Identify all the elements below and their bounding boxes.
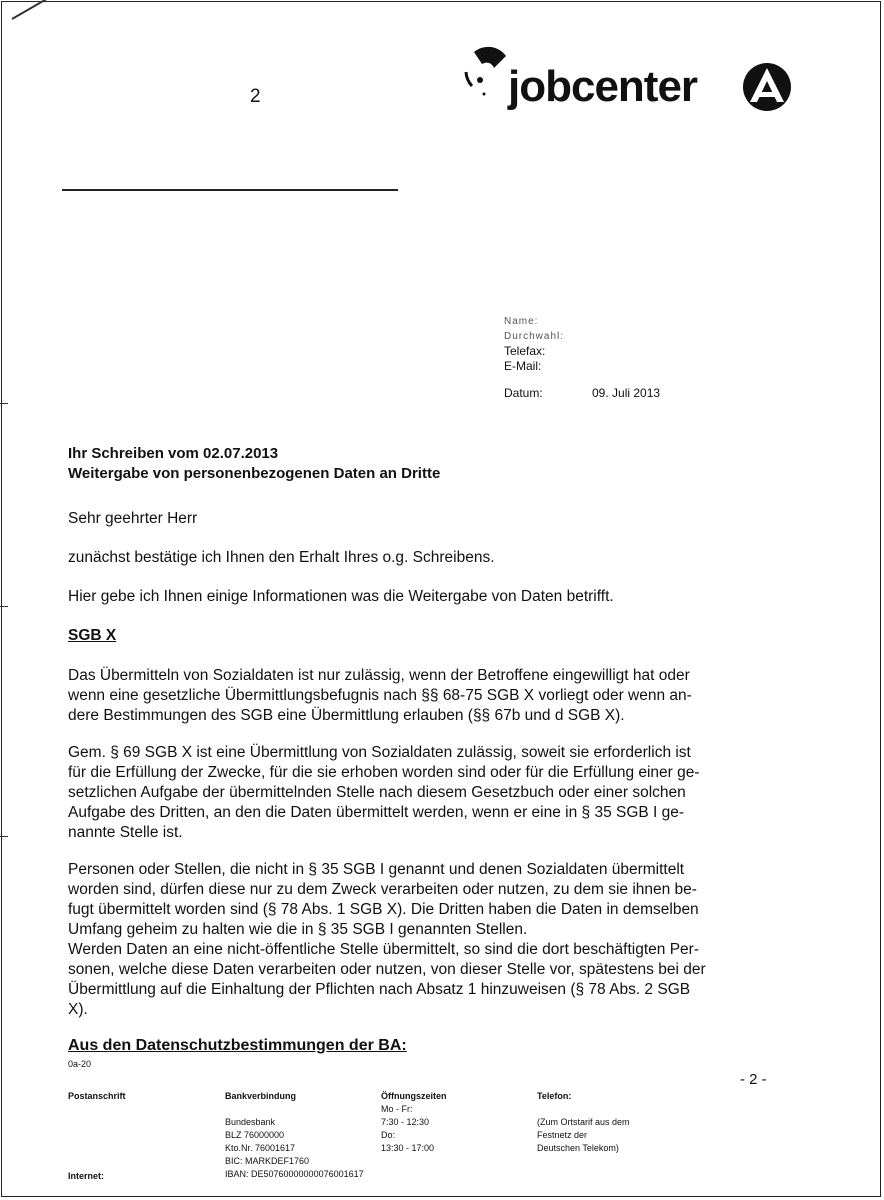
text-line: nannte Stelle ist. [68, 824, 183, 841]
fold-mark [0, 606, 8, 607]
fax-label: Telefax: [504, 344, 546, 358]
bank-line: Kto.Nr. 76001617 [225, 1143, 296, 1153]
bank-line: BLZ 76000000 [225, 1130, 285, 1140]
text-line: Aufgabe des Dritten, an den die Daten übermittelt werden, wenn er eine in § 35 SGB I ge- [68, 804, 685, 821]
extension-label: Durchwahl: [504, 331, 565, 342]
paragraph-3 [68, 666, 768, 726]
hours-line: 7:30 - 12:30 [381, 1117, 430, 1127]
name-label: Name: [504, 316, 539, 327]
text-line: Übermittlung auf die Einhaltung der Pflichten nach Absatz 1 hinzuweisen (§ 78 Abs. 2 SGB [68, 981, 691, 998]
phone-line: (Zum Ortstarif aus dem [537, 1117, 630, 1127]
footer-bank [225, 1090, 364, 1181]
phone-line: Festnetz der [537, 1130, 588, 1140]
text-line: Werden Daten an eine nicht-öffentliche Stelle übermittelt, so sind die dort beschäftigten Per- [68, 941, 699, 958]
text-line: fugt übermittelt worden sind (§ 78 Abs. 1 SGB X). Die Dritten haben die Daten in demselben [68, 901, 699, 918]
hours-line: Mo - Fr: [381, 1104, 413, 1114]
postanschrift-label: Postanschrift [68, 1091, 126, 1101]
internet-label: Internet: [68, 1171, 104, 1181]
subject-line-1: Ihr Schreiben vom 02.07.2013 [68, 445, 279, 462]
hours-line: 13:30 - 17:00 [381, 1143, 435, 1153]
text-line: Personen oder Stellen, die nicht in § 35 SGB I genannt und denen Sozialdaten übermittelt [68, 861, 685, 878]
text-line: Gem. § 69 SGB X ist eine Übermittlung von Sozialdaten zulässig, soweit sie erforderlich ist [68, 744, 691, 761]
contact-block [504, 314, 564, 374]
paragraph-4 [68, 743, 768, 843]
email-label: E-Mail: [504, 359, 542, 373]
hours-label: Öffnungszeiten [381, 1091, 447, 1101]
bank-line: IBAN: DE50760000000076001617 [225, 1169, 364, 1179]
subject-line-2: Weitergabe von personenbezogenen Daten an Dritte [68, 465, 441, 482]
heading-ba-data-protection: Aus den Datenschutzbestimmungen der BA: [68, 1037, 407, 1054]
date-value: 09. Juli 2013 [592, 386, 661, 400]
page-number: 2 [250, 86, 261, 107]
text-line: für die Erfüllung der Zwecke, für die sie erhoben worden sind oder für die Erfüllung einer ge- [68, 764, 700, 781]
phone-line: Deutschen Telekom) [537, 1143, 619, 1153]
text-line: worden sind, dürfen diese nur zu dem Zweck verarbeiten oder nutzen, zu dem sie ihnen be- [68, 881, 697, 898]
jobcenter-logo [460, 42, 800, 118]
fold-mark [0, 403, 8, 404]
heading-sgb-x: SGB X [68, 627, 117, 644]
paragraph-1: zunächst bestätige ich Ihnen den Erhalt Ihres o.g. Schreibens. [68, 549, 495, 566]
footer-hours [381, 1090, 447, 1155]
arbeitsagentur-a-icon [740, 62, 794, 112]
text-line: sonen, welche diese Daten verarbeiten oder nutzen, von dieser Stelle vor, spätestens bei der [68, 961, 706, 978]
page-marker: - 2 - [740, 1071, 767, 1088]
text-line: Umfang geheim zu halten wie die in § 35 SGB I genannten Stellen. [68, 921, 528, 938]
text-line: dere Bestimmungen des SGB eine Übermittlung erlauben (§§ 67b und d SGB X). [68, 707, 625, 724]
fold-mark [0, 836, 8, 837]
phone-label: Telefon: [537, 1091, 572, 1101]
bank-line: Bundesbank [225, 1117, 276, 1127]
text-line: wenn eine gesetzliche Übermittlungsbefugnis nach §§ 68-75 SGB X vorliegt oder wenn an- [68, 687, 692, 704]
hours-line: Do: [381, 1130, 396, 1140]
logo-text: jobcenter [508, 62, 698, 111]
form-code: 0a-20 [68, 1059, 92, 1069]
footer-phone [537, 1090, 630, 1155]
bank-label: Bankverbindung [225, 1091, 297, 1101]
date-label: Datum: [504, 386, 543, 400]
address-window-line [62, 189, 398, 191]
paragraph-5 [68, 860, 768, 1020]
subject [68, 444, 440, 484]
text-line: Das Übermitteln von Sozialdaten ist nur zulässig, wenn der Betroffene eingewilligt hat oder [68, 667, 690, 684]
text-line: setzlichen Aufgabe der übermittelnden Stelle nach diesem Gesetzbuch oder einer solchen [68, 784, 686, 801]
text-line: X). [68, 1001, 88, 1018]
salutation: Sehr geehrter Herr [68, 510, 198, 527]
bank-line: BIC: MARKDEF1760 [225, 1156, 310, 1166]
footer-postal [68, 1090, 126, 1103]
footer-internet [68, 1170, 104, 1183]
paragraph-2: Hier gebe ich Ihnen einige Informationen was die Weitergabe von Daten betrifft. [68, 588, 614, 605]
